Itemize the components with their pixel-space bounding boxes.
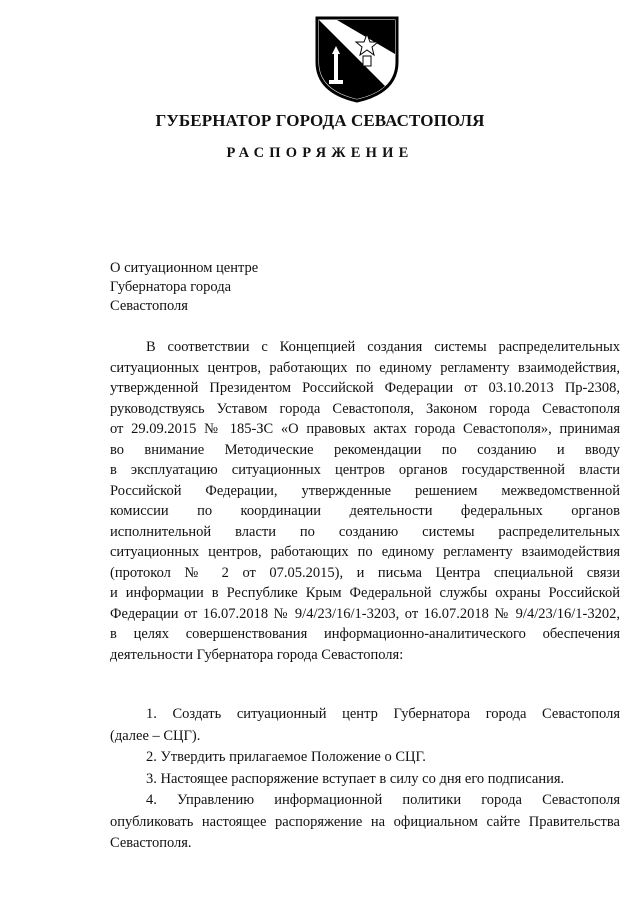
order-items xyxy=(110,704,620,855)
preamble-line: (протокол № 2 от 07.05.2015), и письма Центра специальной связи xyxy=(110,564,620,581)
order-item-line: опубликовать настоящее распоряжение на официальном сайте Правительства xyxy=(110,813,620,830)
preamble-line: В соответствии с Концепцией создания системы распределительных xyxy=(146,339,620,355)
document-subject xyxy=(110,259,258,316)
preamble-line: комиссии по координации деятельности федеральных органов xyxy=(110,503,620,519)
order-item-line: 4. Управлению информационной политики города Севастополя xyxy=(146,792,620,808)
preamble-line: утвержденной Президентом Российской Федерации от 03.10.2013 Пр-2308, xyxy=(110,380,620,396)
order-item-line: Севастополя. xyxy=(110,835,192,851)
preamble-line: Федерации от 16.07.2018 № 9/4/23/16/1-3203, от 16.07.2018 № 9/4/23/16/1-3202, xyxy=(110,605,620,622)
sevastopol-coat-of-arms-icon xyxy=(307,14,407,104)
preamble-line: и информации в Республике Крым Федеральной службы охраны Российской xyxy=(110,585,620,601)
preamble-line: ситуационных центров, работающих по единому регламенту взаимодействия xyxy=(110,544,620,560)
order-item-line: 3. Настоящее распоряжение вступает в силу со дня его подписания. xyxy=(146,770,565,787)
preamble-line: деятельности Губернатора города Севастополя: xyxy=(110,646,404,663)
order-item-line: 1. Создать ситуационный центр Губернатора города Севастополя xyxy=(146,706,620,722)
subject-line: Губернатора города xyxy=(110,279,232,295)
subject-line: О ситуационном центре xyxy=(110,260,259,276)
subject-line: Севастополя xyxy=(110,298,188,314)
preamble-paragraph xyxy=(110,337,620,665)
document-type: РАСПОРЯЖЕНИЕ xyxy=(226,145,414,161)
order-item-line: (далее – СЦГ). xyxy=(110,727,201,744)
preamble-line: в целях совершенствования информационно-аналитического обеспечения xyxy=(110,626,620,642)
preamble-line: в эксплуатацию ситуационных центров органов государственной власти xyxy=(110,462,620,478)
preamble-line: Российской Федерации, утвержденные решением межведомственной xyxy=(110,482,620,499)
preamble-line: ситуационных центров, работающих по единому регламенту взаимодействия, xyxy=(110,359,620,376)
preamble-line: исполнительной власти по созданию системы распределительных xyxy=(110,523,620,540)
preamble-line: во внимание Методические рекомендации по созданию и вводу xyxy=(110,441,620,458)
governor-title: ГУБЕРНАТОР ГОРОДА СЕВАСТОПОЛЯ xyxy=(155,111,485,130)
preamble-line: от 29.09.2015 № 185-ЗС «О правовых актах города Севастополя», принимая xyxy=(110,421,620,437)
order-item-line: 2. Утвердить прилагаемое Положение о СЦГ. xyxy=(146,749,426,765)
preamble-line: руководствуясь Уставом города Севастополя, Законом города Севастополя xyxy=(110,400,620,417)
